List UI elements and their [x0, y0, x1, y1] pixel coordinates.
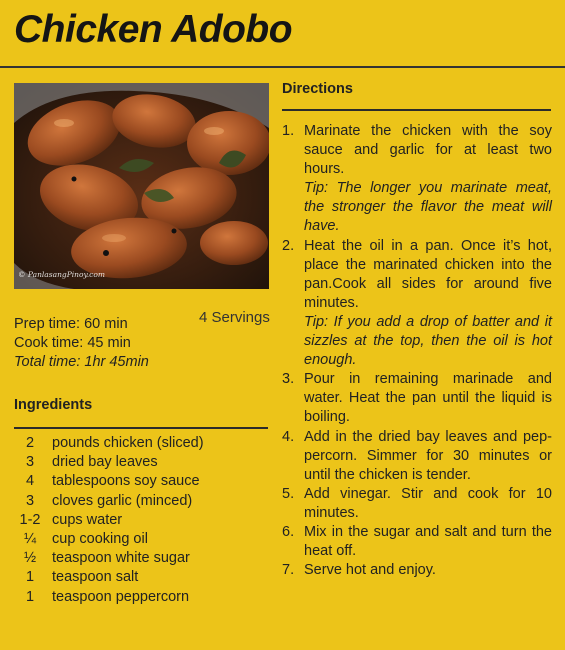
step-text: Heat the oil in a pan. Once it’s hot, place the marinated chicken into the pan.Cook all sides for around five minutes.	[304, 237, 552, 311]
ingredient-item	[14, 472, 274, 491]
ingredient-item	[14, 453, 274, 472]
step-number: 5.	[282, 485, 295, 502]
direction-step	[282, 237, 552, 371]
direction-step	[282, 561, 552, 580]
cook-time: Cook time: 45 min	[14, 335, 131, 351]
step-text: Add in the dried bay leaves and pep-percorn. Simmer for 30 minutes or until the chicken is tender.	[304, 428, 552, 483]
total-time: Total time: 1hr 45min	[14, 354, 149, 370]
step-number: 4.	[282, 428, 295, 445]
step-number: 3.	[282, 371, 295, 388]
direction-step	[282, 428, 552, 485]
ingredient-name: tablespoons soy sauce	[52, 473, 200, 490]
ingredient-item	[14, 549, 274, 568]
ingredient-name: cup cooking oil	[52, 531, 148, 548]
servings: 4 Servings	[199, 309, 270, 326]
recipe-title: Chicken Adobo	[14, 8, 293, 51]
direction-step	[282, 122, 552, 237]
step-text: Add vinegar. Stir and cook for 10 minutes.	[304, 485, 552, 521]
ingredient-name: teaspoon white sugar	[52, 550, 190, 567]
ingredients-list	[14, 434, 274, 607]
ingredient-name: teaspoon salt	[52, 569, 139, 586]
ingredient-qty: 1	[25, 569, 35, 586]
times-block	[14, 315, 149, 372]
ingredient-qty: ½	[23, 550, 37, 567]
ingredient-qty: 3	[25, 492, 35, 509]
step-number: 6.	[282, 523, 295, 540]
ingredient-item	[14, 568, 274, 587]
directions-list	[282, 122, 552, 580]
title-divider	[0, 66, 565, 68]
directions-divider	[282, 109, 551, 111]
ingredients-heading: Ingredients	[14, 397, 93, 413]
ingredient-name: cups water	[52, 511, 123, 528]
step-number: 1.	[282, 123, 295, 139]
ingredient-qty: 3	[25, 454, 35, 471]
ingredient-item	[14, 434, 274, 453]
ingredient-qty: 1-2	[19, 511, 41, 528]
ingredient-name: cloves garlic (minced)	[52, 492, 193, 509]
direction-step	[282, 370, 552, 427]
step-tip: Tip: The longer you marinate meat, the stronger the flavor the meat will have.	[304, 180, 552, 235]
ingredient-item	[14, 492, 274, 511]
ingredient-qty: ¼	[23, 531, 37, 548]
ingredient-qty: 2	[25, 435, 35, 451]
ingredient-name: teaspoon peppercorn	[52, 588, 190, 605]
ingredient-name: pounds chicken (sliced)	[52, 435, 204, 451]
step-number: 2.	[282, 237, 295, 254]
ingredient-item	[14, 530, 274, 549]
ingredient-qty: 4	[25, 473, 35, 490]
step-text: Marinate the chicken with the soy sauce and garlic for at least two hours.	[304, 123, 552, 178]
prep-time: Prep time: 60 min	[14, 316, 128, 332]
ingredient-name: dried bay leaves	[52, 454, 158, 471]
chicken-adobo-photo	[14, 83, 269, 289]
direction-step	[282, 485, 552, 523]
step-text: Serve hot and enjoy.	[304, 562, 436, 579]
step-text: Pour in remaining marinade and water. Heat the pan until the liquid is boiling.	[304, 371, 552, 426]
ingredients-divider	[14, 427, 268, 429]
step-text: Mix in the sugar and salt and turn the heat off.	[304, 523, 552, 560]
direction-step	[282, 523, 552, 561]
directions-heading: Directions	[282, 81, 353, 97]
step-tip: Tip: If you add a drop of batter and it sizzles at the top, then the oil is hot enough.	[304, 313, 552, 369]
ingredient-item	[14, 588, 274, 607]
ingredient-item	[14, 511, 274, 530]
ingredient-qty: 1	[25, 588, 35, 605]
step-number: 7.	[282, 562, 295, 579]
photo-watermark: © PanlasangPinoy.com	[18, 270, 105, 279]
